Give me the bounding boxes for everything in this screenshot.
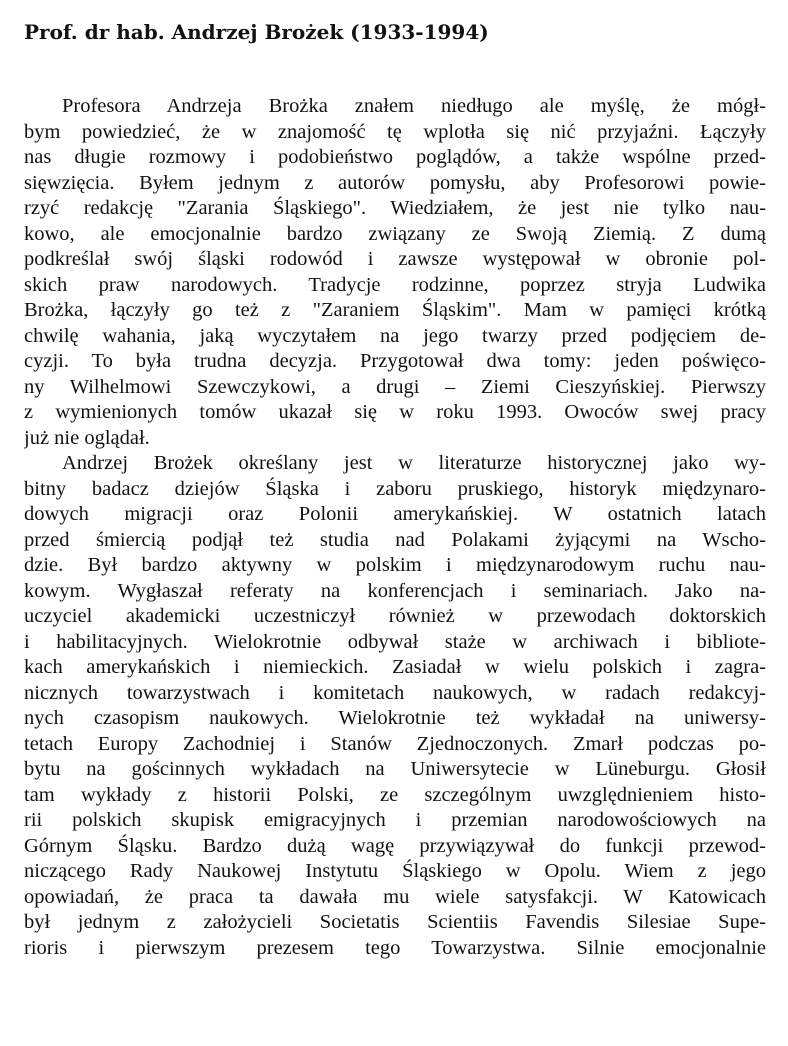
- text-line: rioris i pierwszym prezesem tego Towarzystwa. Silnie emocjonalnie: [24, 936, 766, 959]
- text-line: nas długie rozmowy i podobieństwo poglądów, a także wspólne przed-: [24, 146, 766, 168]
- text-line: Andrzej Brożek określany jest w literaturze historycznej jako wy-: [62, 452, 766, 474]
- text-line: był jednym z założycieli Societatis Scientiis Favendis Silesiae Supe-: [24, 911, 766, 933]
- text-line: kowo, ale emocjonalnie bardzo związany ze Swoją Ziemią. Z dumą: [24, 222, 766, 245]
- text-line: ny Wilhelmowi Szewczykowi, a drugi – Ziemi Cieszyńskiej. Pierwszy: [24, 375, 766, 398]
- text-line: Górnym Śląsku. Bardzo dużą wagę przywiązywał do funkcji przewod-: [24, 834, 766, 857]
- text-line: dzie. Był bardzo aktywny w polskim i międzynarodowym ruchu nau-: [24, 554, 766, 576]
- text-line: bym powiedzieć, że w znajomość tę wplotła się nić przyjaźni. Łączyły: [24, 120, 766, 143]
- text-line: przed śmiercią podjął też studia nad Polakami żyjącymi na Wscho-: [24, 528, 766, 551]
- text-line: już nie oglądał.: [24, 426, 150, 449]
- text-line: dowych migracji oraz Polonii amerykańskiej. W ostatnich latach: [24, 503, 766, 525]
- text-line: tam wykłady z historii Polski, ze szczególnym uwzględnieniem histo-: [24, 783, 766, 806]
- text-line: rzyć redakcję "Zarania Śląskiego". Wiedziałem, że jest nie tylko nau-: [24, 197, 766, 219]
- text-line: kowym. Wygłaszał referaty na konferencjach i seminariach. Jako na-: [24, 579, 766, 602]
- text-line: opowiadań, że praca ta dawała mu wiele satysfakcji. W Katowicach: [24, 885, 766, 908]
- text-line: bitny badacz dziejów Śląska i zaboru pruskiego, historyk międzynaro-: [24, 477, 766, 500]
- text-line: podkreślał swój śląski rodowód i zawsze występował w obronie pol-: [24, 248, 766, 270]
- text-line: rii polskich skupisk emigracyjnych i przemian narodowościowych na: [24, 809, 766, 831]
- text-line: kach amerykańskich i niemieckich. Zasiadał w wielu polskich i zagra-: [24, 656, 766, 678]
- text-line: z wymienionych tomów ukazał się w roku 1993. Owoców swej pracy: [24, 401, 766, 423]
- text-line: chwilę wahania, jaką wyczytałem na jego twarzy przed podjęciem de-: [24, 324, 766, 347]
- text-line: bytu na gościnnych wykładach na Uniwersytecie w Lüneburgu. Głosił: [24, 758, 766, 780]
- text-line: skich praw narodowych. Tradycje rodzinne, poprzez stryja Ludwika: [24, 273, 766, 296]
- text-line: nicznych towarzystwach i komitetach naukowych, w radach redakcyj-: [24, 681, 766, 704]
- document-title: Prof. dr hab. Andrzej Brożek (1933-1994): [24, 20, 489, 44]
- text-line: sięwzięcia. Byłem jednym z autorów pomysłu, aby Profesorowi powie-: [24, 171, 766, 194]
- text-line: niczącego Rady Naukowej Instytutu Śląskiego w Opolu. Wiem z jego: [24, 860, 766, 882]
- text-line: Brożka, łączyły go też z "Zaraniem Śląskim". Mam w pamięci krótką: [24, 299, 766, 321]
- text-line: i habilitacyjnych. Wielokrotnie odbywał staże w archiwach i bibliote-: [24, 630, 766, 653]
- document-body: [24, 94, 766, 961]
- text-line: tetach Europy Zachodniej i Stanów Zjednoczonych. Zmarł podczas po-: [24, 732, 766, 755]
- text-line: cyzji. To była trudna decyzja. Przygotował dwa tomy: jeden poświęco-: [24, 350, 766, 372]
- text-line: uczyciel akademicki uczestniczył również w przewodach doktorskich: [24, 605, 766, 627]
- text-line: Profesora Andrzeja Brożka znałem niedługo ale myślę, że mógł-: [62, 95, 766, 117]
- text-line: nych czasopism naukowych. Wielokrotnie też wykładał na uniwersy-: [24, 707, 766, 729]
